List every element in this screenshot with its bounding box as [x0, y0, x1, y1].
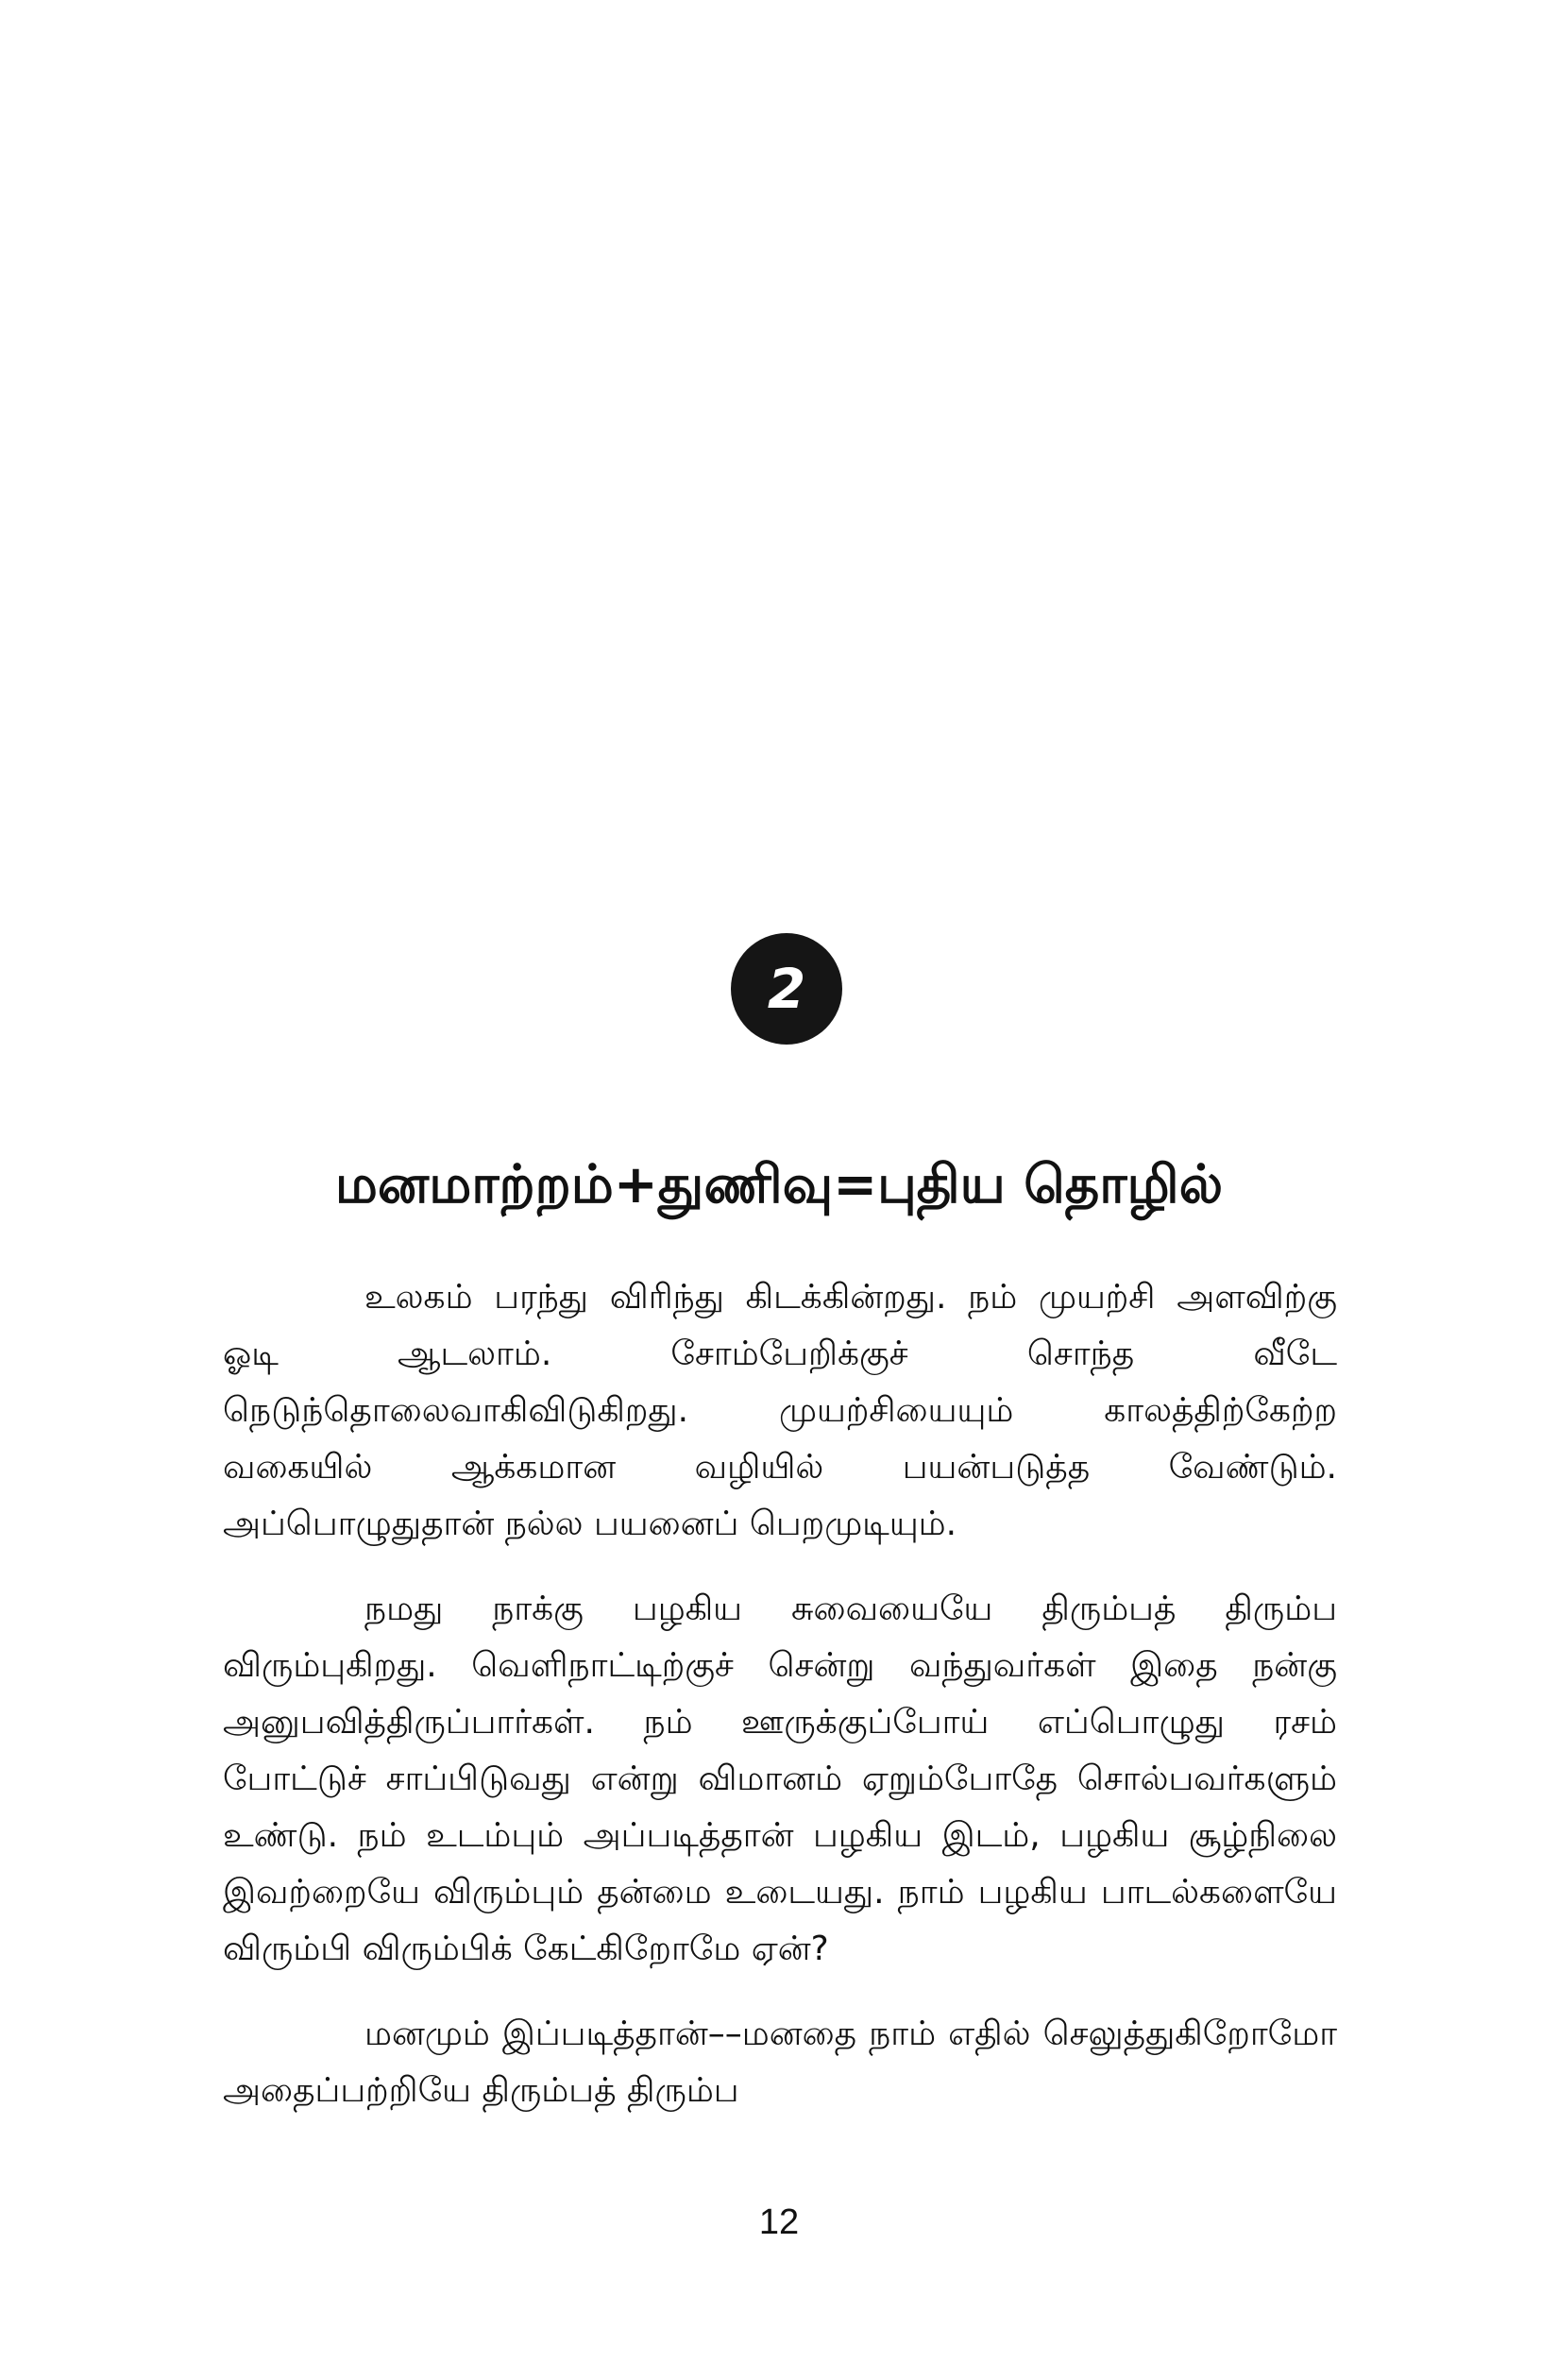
chapter-number: 2 [767, 957, 806, 1021]
chapter-number-badge [731, 933, 842, 1045]
paragraph-1: உலகம் பரந்து விரிந்து கிடக்கின்றது. நம் முயற்சி அளவிற்கு ஓடி ஆடலாம். சோம்பேறிக்குச் சொந்த வீடே நெடுந்தொலைவாகிவிடுகிறது. முயற்சியையும் காலத்திற்கேற்ற வகையில் ஆக்கமான வழியில் பயன்படுத்த வேண்டும். அப்பொழுதுதான் நல்ல பயனைப் பெறமுடியும். [223, 1278, 1337, 1543]
body-text [223, 1269, 1337, 2148]
page-number: 12 [758, 2202, 800, 2242]
paragraph-2: நமது நாக்கு பழகிய சுவையையே திரும்பத் திரும்ப விரும்புகிறது. வெளிநாட்டிற்குச் சென்று வந்துவர்கள் இதை நன்கு அனுபவித்திருப்பார்கள். நம் ஊருக்குப்போய் எப்பொழுது ரசம் போட்டுச் சாப்பிடுவது என்று விமானம் ஏறும்போதே சொல்பவர்களும் உண்டு. நம் உடம்பும் அப்படித்தான் பழகிய இடம், பழகிய சூழ்நிலை இவற்றையே விரும்பும் தன்மை உடையது. நாம் பழகிய பாடல்களையே விரும்பி விரும்பிக் கேட்கிறோமே ஏன்? [223, 1590, 1337, 1968]
paragraph-3: மனமும் இப்படித்தான்––மனதை நாம் எதில் செலுத்துகிறோமோ அதைப்பற்றியே திரும்பத் திரும்ப [223, 2014, 1337, 2110]
chapter-title: மனமாற்றம்+துணிவு=புதிய தொழில் [334, 1154, 1224, 1216]
